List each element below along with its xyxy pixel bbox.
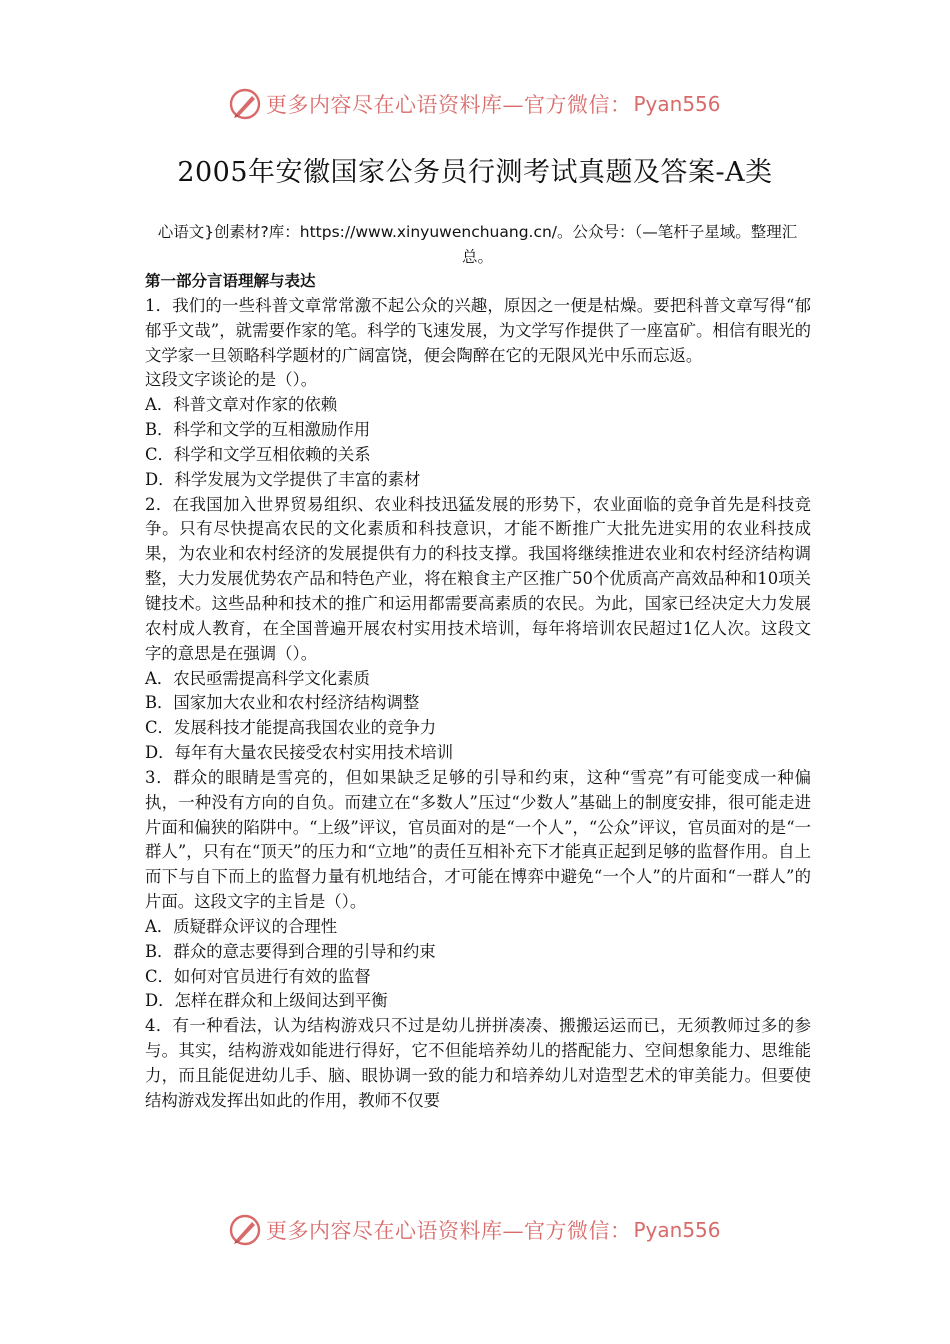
document-title: 2005年安徽国家公务员行测考试真题及答案-A类 (177, 157, 773, 188)
banner-wechat-id: Pyan556 (633, 1218, 721, 1242)
question-2-option-b: B．国家加大农业和农村经济结构调整 (145, 693, 420, 713)
question-1-option-c: C．科学和文学互相依赖的关系 (145, 444, 371, 464)
question-1-option-a: A．科普文章对作家的依赖 (145, 395, 338, 415)
question-3-option-b: B．群众的意志要得到合理的引导和约束 (145, 941, 436, 961)
document-body (145, 269, 811, 1114)
question-2-option-a: A．农民亟需提高科学文化素质 (145, 668, 370, 688)
question-2-option-d: D．每年有大量农民接受农村实用技术培训 (145, 743, 454, 763)
question-1-option-b: B．科学和文学的互相激励作用 (145, 420, 371, 440)
pen-logo-icon (228, 87, 262, 121)
banner-text: 更多内容尽在心语资料库—官方微信： (266, 1219, 632, 1243)
header-watermark-banner (228, 86, 748, 122)
question-3-stem: 3．群众的眼睛是雪亮的，但如果缺乏足够的引导和约束，这种“雪亮”有可能变成一种偏执，一种没有方向的自负。而建立在“多数人”压过“少数人”基础上的制度安排，很可能走进片面和偏狭的陷阱中。“上级”评议，官员面对的是“一个人”，“公众”评议，官员面对的是“一群人”，只有在“顶天”的压力和“立地”的责任互相补充下才能真正起到足够的监督作用。自上而下与自下而上的监督力量有机地结合，才可能在博弈中避免“一个人”的片面和“一群人”的片面。这段文字的主旨是（）。 (145, 767, 811, 912)
question-1-prompt: 这段文字谈论的是（）。 (145, 370, 318, 390)
pen-logo-icon (228, 1213, 262, 1247)
source-note: 心语文}创素材?库：https://www.xinyuwenchuang.cn/。公众号：（—笔杆子星域。整理汇总。 (157, 223, 798, 266)
question-3-option-d: D．怎样在群众和上级间达到平衡 (145, 991, 388, 1011)
question-2-option-c: C．发展科技才能提高我国农业的竞争力 (145, 718, 437, 738)
section-heading: 第一部分言语理解与表达 (145, 272, 316, 290)
banner-wechat-id: Pyan556 (633, 92, 721, 116)
question-3-option-c: C．如何对官员进行有效的监督 (145, 966, 371, 986)
question-4-stem: 4．有一种看法，认为结构游戏只不过是幼儿拼拼凑凑、搬搬运运而已，无须教师过多的参与。其实，结构游戏如能进行得好，它不但能培养幼儿的搭配能力、空间想象能力、思维能力，而且能促进幼儿手、脑、眼协调一致的能力和培养幼儿对造型艺术的审美能力。但要使结构游戏发挥出如此的作用，教师不仅要 (145, 1016, 811, 1110)
question-1-option-d: D．科学发展为文学提供了丰富的素材 (145, 469, 421, 489)
question-2-stem: 2．在我国加入世界贸易组织、农业科技迅猛发展的形势下，农业面临的竞争首先是科技竞争。只有尽快提高农民的文化素质和科技意识，才能不断推广大批先进实用的农业科技成果，为农业和农村经济的发展提供有力的科技支撑。我国将继续推进农业和农村经济结构调整，大力发展优势农产品和特色产业，将在粮食主产区推广50个优质高产高效品种和10项关键技术。这些品种和技术的推广和运用都需要高素质的农民。为此，国家已经决定大力发展农村成人教育，在全国普遍开展农村实用技术培训，每年将培训农民超过1亿人次。这段文字的意思是在强调（）。 (145, 494, 811, 663)
banner-text: 更多内容尽在心语资料库—官方微信： (266, 93, 632, 117)
footer-watermark-banner (228, 1212, 748, 1248)
question-3-option-a: A．质疑群众评议的合理性 (145, 916, 338, 936)
question-1-stem: 1．我们的一些科普文章常常激不起公众的兴趣，原因之一便是枯燥。要把科普文章写得“郁郁乎文哉”，就需要作家的笔。科学的飞速发展，为文学写作提供了一座富矿。相信有眼光的文学家一旦领略科学题材的广阔富饶，便会陶醉在它的无限风光中乐而忘返。 (145, 295, 811, 365)
